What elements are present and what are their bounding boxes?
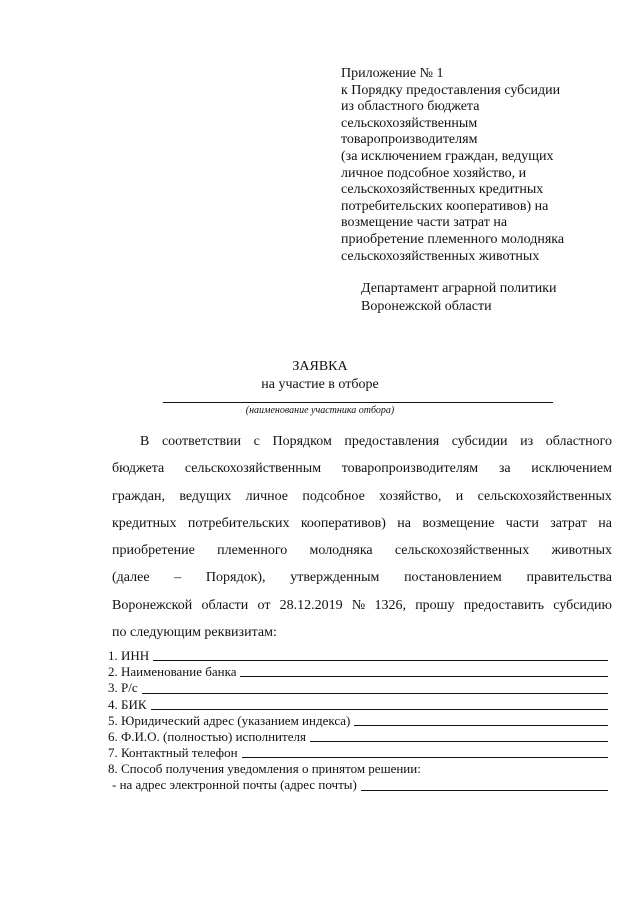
body-word: прошу <box>415 597 455 613</box>
body-word: граждан, <box>112 488 165 504</box>
body-word: исключением <box>531 461 612 477</box>
body-word: личное <box>245 488 289 504</box>
requisite-field <box>108 729 612 745</box>
body-line <box>112 510 612 537</box>
requisite-field <box>108 745 612 761</box>
body-word: № <box>351 597 366 613</box>
requisite-field <box>108 680 612 696</box>
document-title: ЗАЯВКА <box>292 359 348 374</box>
participant-name-line[interactable] <box>163 402 553 403</box>
requisite-field <box>108 648 612 664</box>
body-word: правительства <box>526 570 612 586</box>
requisite-label: 3. Р/с <box>108 680 138 696</box>
department-line: Воронежской области <box>361 299 492 314</box>
body-word: племенного <box>217 543 288 559</box>
body-word: за <box>498 461 511 477</box>
body-line <box>112 483 612 510</box>
body-word: 1326, <box>374 597 406 613</box>
body-word: предоставить <box>463 597 545 613</box>
requisite-label: 8. Способ получения уведомления о принятом решении: <box>108 761 421 777</box>
body-line <box>112 619 612 646</box>
requisite-label: 6. Ф.И.О. (полностью) исполнителя <box>108 728 306 744</box>
body-line <box>112 564 612 591</box>
requisite-input-line[interactable] <box>361 790 608 791</box>
requisite-input-line[interactable] <box>242 757 608 758</box>
body-word: товаропроизводителям <box>341 461 479 477</box>
body-word: от <box>257 597 271 613</box>
requisite-label: 5. Юридический адрес (указанием индекса) <box>108 712 351 728</box>
body-word: на <box>598 515 612 531</box>
body-line <box>112 592 612 619</box>
requisite-label: 2. Наименование банка <box>108 664 237 680</box>
body-word: хозяйство, <box>379 488 442 504</box>
body-word: из <box>520 434 534 449</box>
requisite-input-line[interactable] <box>310 741 608 742</box>
body-word: В <box>140 434 150 449</box>
document-subtitle: на участие в отборе <box>261 377 379 392</box>
body-word: Порядок), <box>205 570 266 586</box>
body-word: субсидию <box>553 597 612 613</box>
body-line <box>112 455 612 482</box>
body-word: с <box>253 434 260 449</box>
requisite-field <box>108 697 612 713</box>
requisite-input-line[interactable] <box>153 660 608 661</box>
appendix-line: Приложение № 1 <box>341 66 444 81</box>
body-word: по следующим реквизитам: <box>112 625 277 641</box>
body-line <box>112 428 612 455</box>
body-line <box>112 537 612 564</box>
body-word: соответствии <box>161 434 242 449</box>
body-word: животных <box>551 543 612 559</box>
requisite-field <box>108 713 612 729</box>
body-word: сельскохозяйственным <box>184 461 322 477</box>
requisites-list <box>108 648 612 794</box>
body-word: ведущих <box>179 488 232 504</box>
department-line: Департамент аграрной политики <box>361 281 557 296</box>
requisite-label: 1. ИНН <box>108 647 150 663</box>
body-word: постановлением <box>404 570 502 586</box>
body-word: 28.12.2019 <box>279 597 343 613</box>
body-word: предоставления <box>344 434 440 449</box>
body-word: области <box>201 597 249 613</box>
body-word: Порядком <box>272 434 332 449</box>
requisite-input-line[interactable] <box>151 709 608 710</box>
body-word: возмещение <box>422 515 495 531</box>
appendix-line: к Порядку предоставления субсидии <box>341 82 561 98</box>
body-word: сельскохозяйственных <box>477 488 612 504</box>
body-word: подсобное <box>302 488 365 504</box>
appendix-line: из областного бюджета <box>341 99 480 115</box>
appendix-line: сельскохозяйственных кредитных <box>341 182 544 198</box>
requisite-field <box>108 664 612 680</box>
body-word: субсидии <box>451 434 508 449</box>
requisite-field <box>108 761 612 777</box>
requisite-input-line[interactable] <box>354 725 608 726</box>
body-word: на <box>397 515 411 531</box>
appendix-line: приобретение племенного молодняка <box>341 231 565 247</box>
requisite-field <box>108 778 612 794</box>
body-word: – <box>174 570 182 586</box>
requisite-input-line[interactable] <box>240 676 608 677</box>
appendix-line: сельскохозяйственных животных <box>341 248 540 264</box>
body-word: утвержденным <box>290 570 380 586</box>
appendix-line: личное подсобное хозяйство, и <box>341 165 527 181</box>
appendix-line: возмещение части затрат на <box>341 215 508 231</box>
department-block <box>361 280 631 316</box>
body-word: приобретение <box>112 543 195 559</box>
requisite-label: 7. Контактный телефон <box>108 745 238 761</box>
body-word: областного <box>545 434 612 449</box>
requisite-label: - на адрес электронной почты (адрес почты) <box>112 777 357 793</box>
body-word: и <box>455 488 464 504</box>
requisite-input-line[interactable] <box>142 693 608 694</box>
body-word: (далее <box>112 570 150 586</box>
body-word: кооперативов) <box>300 515 386 531</box>
body-word: потребительских <box>187 515 290 531</box>
body-word: молодняка <box>309 543 373 559</box>
body-word: сельскохозяйственных <box>394 543 530 559</box>
body-paragraph <box>112 428 612 646</box>
body-word: кредитных <box>112 515 177 531</box>
appendix-line: сельскохозяйственным <box>341 115 478 131</box>
requisite-label: 4. БИК <box>108 696 147 712</box>
body-word: бюджета <box>112 461 165 477</box>
appendix-line: (за исключением граждан, ведущих <box>341 148 554 164</box>
body-word: части <box>505 515 539 531</box>
appendix-line: товаропроизводителям <box>341 132 478 148</box>
body-word: Воронежской <box>112 597 193 613</box>
body-word: затрат <box>550 515 587 531</box>
appendix-line: потребительских кооперативов) на <box>341 198 549 214</box>
appendix-block <box>341 66 631 265</box>
participant-name-caption: (наименование участника отбора) <box>245 405 395 416</box>
